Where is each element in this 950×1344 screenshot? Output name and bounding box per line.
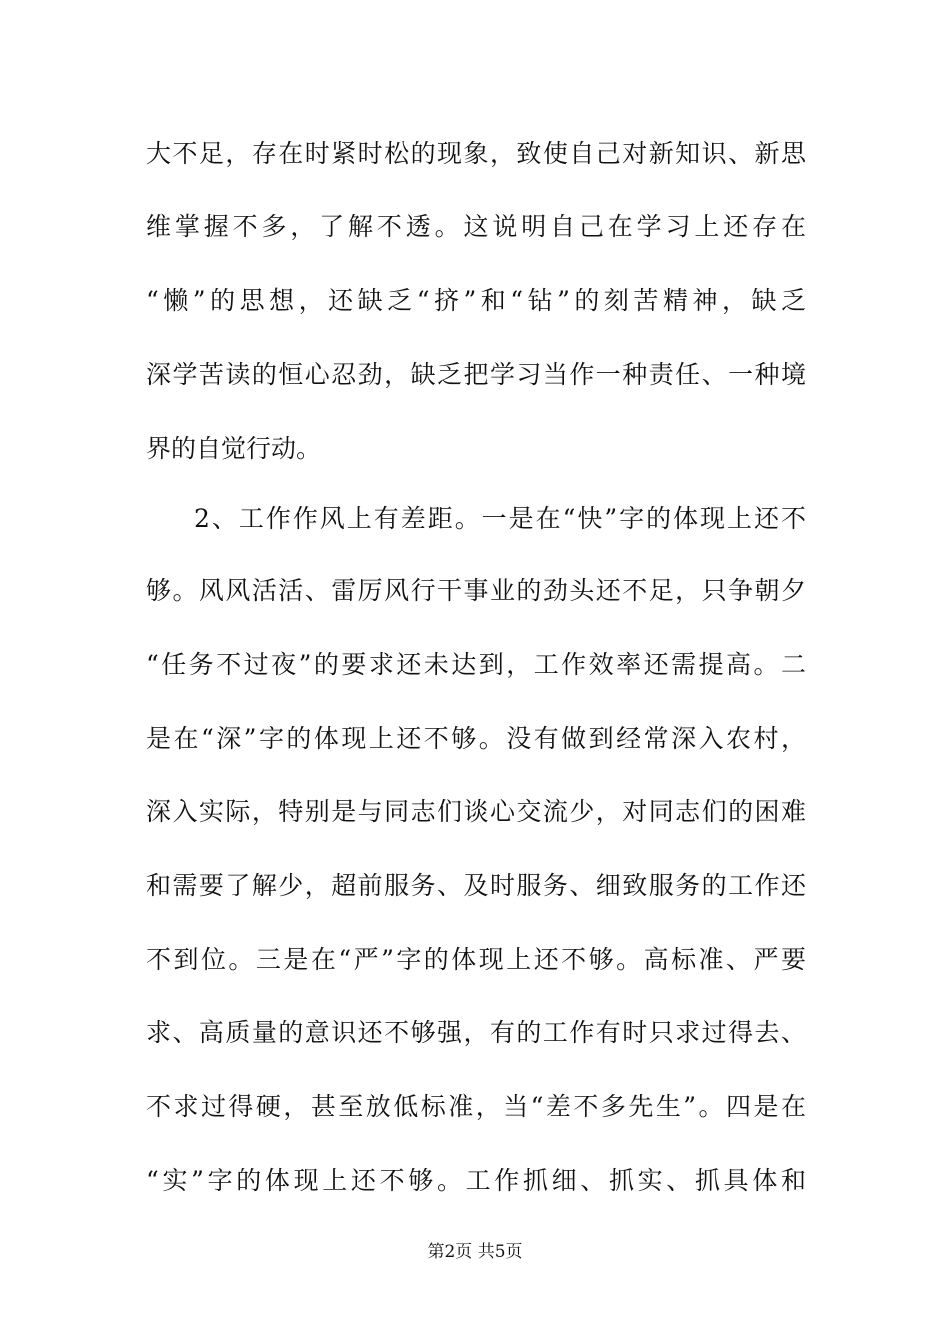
text-line-7: 够。风风活活、雷厉风行干事业的劲头还不足，只争朝夕: [146, 576, 806, 605]
text-line-11: 和需要了解少，超前服务、及时服务、细致服务的工作还: [146, 871, 806, 900]
text-line-2: 维掌握不多，了解不透。这说明自己在学习上还存在: [146, 212, 806, 241]
text-line-9: 是在“深”字的体现上还不够。没有做到经常深入农村，: [146, 724, 806, 753]
page-number-footer: 第2页 共5页: [427, 1242, 523, 1262]
text-line-10: 深入实际，特别是与同志们谈心交流少，对同志们的困难: [146, 797, 806, 826]
text-line-3: “懒”的思想，还缺乏“挤”和“钻”的刻苦精神，缺乏: [146, 286, 806, 315]
text-line-14: 不求过得硬，甚至放低标准，当“差不多先生”。四是在: [146, 1092, 806, 1121]
text-line-15: “实”字的体现上还不够。工作抓细、抓实、抓具体和: [146, 1166, 806, 1195]
text-line-12: 不到位。三是在“严”字的体现上还不够。高标准、严要: [146, 945, 806, 974]
text-line-4: 深学苦读的恒心忍劲，缺乏把学习当作一种责任、一种境: [146, 360, 806, 389]
paragraph-2-first-line: 2、工作作风上有差距。一是在“快”字的体现上还不: [194, 504, 806, 533]
text-line-13: 求、高质量的意识还不够强，有的工作有时只求过得去、: [146, 1018, 806, 1047]
text-line-1: 大不足，存在时紧时松的现象，致使自己对新知识、新思: [146, 139, 806, 168]
text-line-8: “任务不过夜”的要求还未达到，工作效率还需提高。二: [146, 650, 806, 679]
text-line-5: 界的自觉行动。: [146, 434, 322, 463]
